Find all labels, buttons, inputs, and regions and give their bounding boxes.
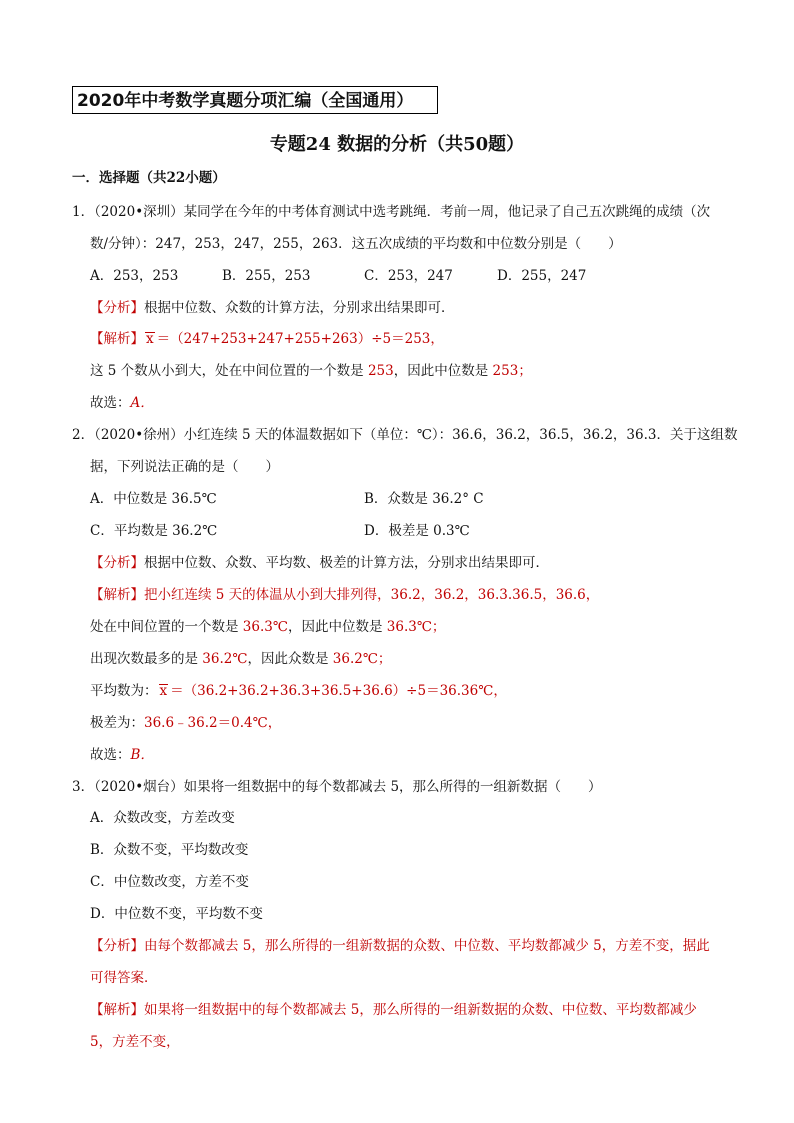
solution-tag: 【解析】	[90, 1002, 144, 1018]
question-1-option-d: D．255，247	[497, 268, 587, 284]
question-3-stem-line-1: 3．（2020•烟台）如果将一组数据中的每个数都减去 5，那么所得的一组新数据（ ）	[72, 779, 602, 795]
question-2-solution-line-4: 平均数为： x ＝（36.2+36.2+36.3+36.5+36.6）÷5＝36.36℃，	[90, 683, 507, 699]
question-1-stem-line-1: 1．（2020•深圳）某同学在今年的中考体育测试中选考跳绳．考前一周，他记录了自己五次跳绳的成绩（次	[72, 204, 711, 220]
question-2-stem-line-1: 2．（2020•徐州）小红连续 5 天的体温数据如下（单位：℃）：36.6，36.2，36.5，36.2，36.3．关于这组数	[72, 427, 738, 443]
mean-symbol: x	[146, 331, 154, 347]
question-1-answer: 故选：A．	[90, 395, 154, 411]
question-1-solution-line-2: 这 5 个数从小到大，处在中间位置的一个数是 253，因此中位数是 253；	[90, 363, 532, 379]
question-2-option-d: D．极差是 0.3℃	[364, 523, 470, 539]
answer-choice: B．	[130, 747, 154, 763]
collection-title-box	[72, 86, 438, 114]
answer-choice: A．	[130, 395, 154, 411]
solution-tag: 【解析】	[90, 587, 144, 603]
question-2-solution-line-2: 处在中间位置的一个数是 36.3℃，因此中位数是 36.3℃；	[90, 619, 446, 635]
document-title: 专题24 数据的分析（共50题）	[269, 134, 525, 155]
analysis-text: 根据中位数、众数、平均数、极差的计算方法，分别求出结果即可．	[144, 555, 549, 571]
question-1-stem-line-2: 数/分钟）：247，253，247，255，263．这五次成绩的平均数和中位数分别是（ ）	[90, 236, 622, 252]
question-3-analysis-line-2: 可得答案．	[90, 970, 158, 986]
question-1-analysis	[90, 296, 455, 316]
question-2-solution-line-3: 出现次数最多的是 36.2℃，因此众数是 36.2℃；	[90, 651, 392, 667]
question-2-solution-line-1: 【解析】把小红连续 5 天的体温从小到大排列得，36.2，36.2，36.3.36.5，36.6，	[90, 587, 600, 603]
question-1-option-b: B．255，253	[222, 268, 311, 284]
question-2-option-c: C．平均数是 36.2℃	[90, 523, 218, 539]
question-3-solution-line-1: 【解析】如果将一组数据中的每个数都减去 5，那么所得的一组新数据的众数、中位数、平均数都减少	[90, 1002, 697, 1018]
question-1-solution-line-1	[90, 327, 444, 347]
solution-tag: 【解析】	[90, 331, 144, 347]
analysis-tag: 【分析】	[90, 555, 144, 571]
question-2-option-b: B．众数是 36.2° C	[364, 491, 484, 507]
question-2-stem-line-2: 据，下列说法正确的是（ ）	[90, 459, 279, 475]
mean-symbol: x	[159, 683, 168, 699]
question-3-option-b: B．众数不变，平均数改变	[90, 842, 249, 858]
question-2-analysis	[90, 551, 549, 571]
solution-text: x ＝（247+253+247+255+263）÷5＝253，	[146, 331, 444, 347]
section-heading: 一．选择题（共22小题）	[72, 170, 226, 186]
collection-title: 2020年中考数学真题分项汇编（全国通用）	[77, 91, 414, 111]
question-3-option-d: D．中位数不变，平均数不变	[90, 906, 263, 922]
question-2-solution-line-5: 极差为：36.6﹣36.2＝0.4℃，	[90, 715, 282, 731]
question-1-option-c: C．253，247	[364, 268, 453, 284]
analysis-tag: 【分析】	[90, 300, 144, 316]
question-3-analysis-line-1: 【分析】由每个数都减去 5，那么所得的一组新数据的众数、中位数、平均数都减少 5，方差不变，据此	[90, 938, 710, 954]
question-3-option-c: C．中位数改变，方差不变	[90, 874, 249, 890]
question-3-option-a: A．众数改变，方差改变	[90, 810, 235, 826]
question-2-answer: 故选：B．	[90, 747, 154, 763]
question-3-solution-line-2: 5，方差不变，	[90, 1034, 180, 1050]
analysis-text: 根据中位数、众数的计算方法，分别求出结果即可．	[144, 300, 455, 316]
analysis-tag: 【分析】	[90, 938, 144, 954]
question-2-option-a: A．中位数是 36.5℃	[90, 491, 217, 507]
question-1-option-a: A．253，253	[90, 268, 179, 284]
